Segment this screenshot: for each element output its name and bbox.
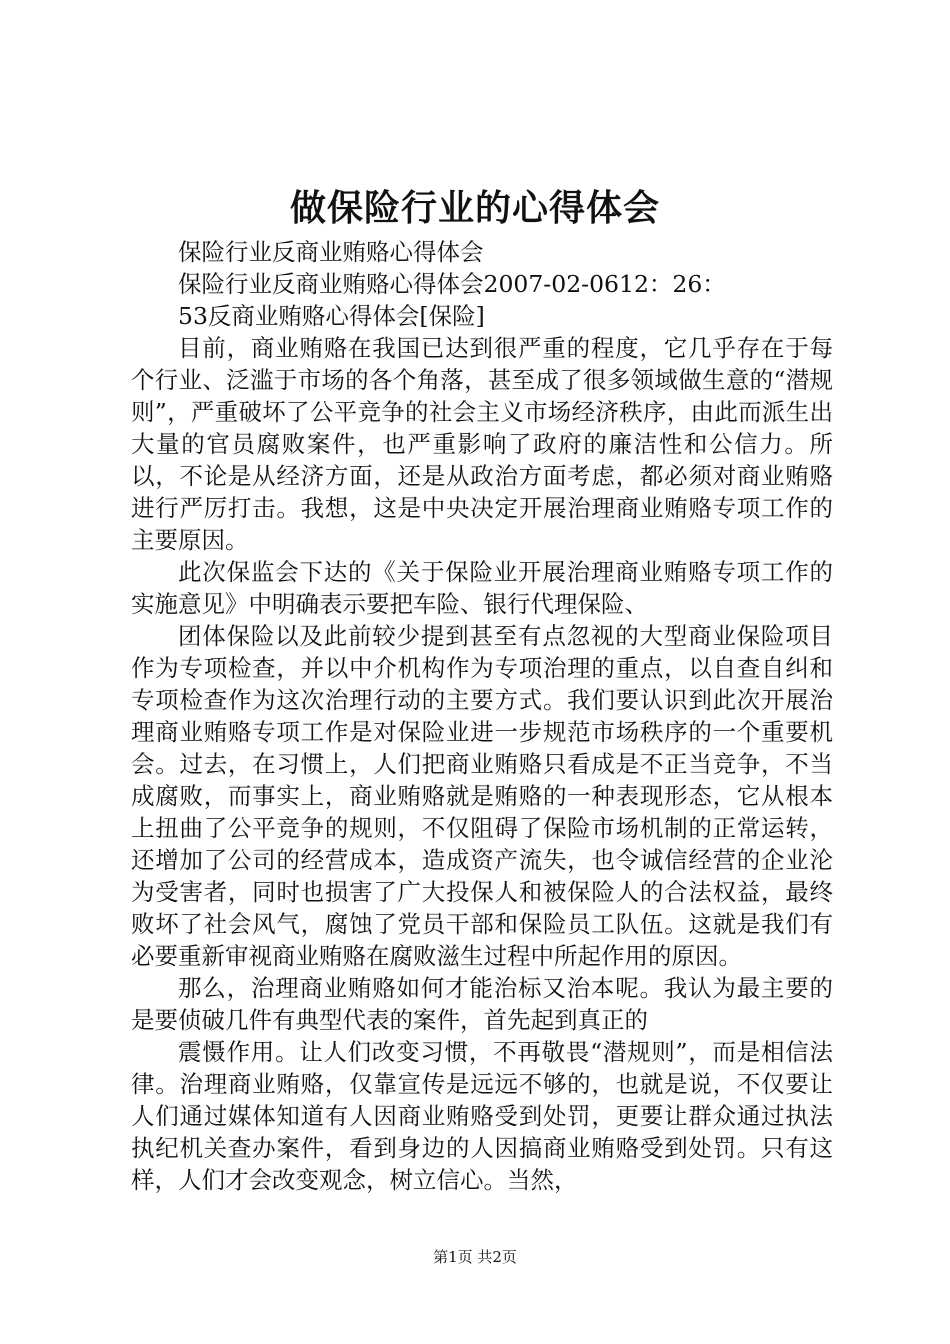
page-number-footer: 第1页 共2页 — [433, 1248, 517, 1266]
paragraph-source-tag: 53反商业贿赂心得体会[保险] — [178, 302, 485, 330]
document-title: 做保险行业的心得体会 — [289, 188, 660, 229]
paragraph: 此次保监会下达的《关于保险业开展治理商业贿赂专项工作的实施意见》中明确表示要把车险、银行代理保险、 — [131, 558, 833, 618]
paragraph-subtitle: 保险行业反商业贿赂心得体会 — [178, 238, 484, 266]
paragraph: 震慑作用。让人们改变习惯，不再敬畏“潜规则”，而是相信法律。治理商业贿赂，仅靠宣传是远远不够的，也就是说，不仅要让人们通过媒体知道有人因商业贿赂受到处罚，更要让群众通过执法执纪机关查办案件，看到身边的人因搞商业贿赂受到处罚。只有这样，人们才会改变观念，树立信心。当然， — [131, 1038, 833, 1194]
paragraph: 目前，商业贿赂在我国已达到很严重的程度，它几乎存在于每个行业、泛滥于市场的各个角落，甚至成了很多领域做生意的“潜规则”，严重破坏了公平竞争的社会主义市场经济秩序，由此而派生出大量的官员腐败案件，也严重影响了政府的廉洁性和公信力。所以，不论是从经济方面，还是从政治方面考虑，都必须对商业贿赂进行严厉打击。我想，这是中央决定开展治理商业贿赂专项工作的主要原因。 — [131, 334, 833, 554]
paragraph: 团体保险以及此前较少提到甚至有点忽视的大型商业保险项目作为专项检查，并以中介机构作为专项治理的重点，以自查自纠和专项检查作为这次治理行动的主要方式。我们要认识到此次开展治理商业贿赂专项工作是对保险业进一步规范市场秩序的一个重要机会。过去，在习惯上，人们把商业贿赂只看成是不正当竞争，不当成腐败，而事实上，商业贿赂就是贿赂的一种表现形态，它从根本上扭曲了公平竞争的规则，不仅阻碍了保险市场机制的正常运转，还增加了公司的经营成本，造成资产流失，也令诚信经营的企业沦为受害者，同时也损害了广大投保人和被保险人的合法权益，最终败坏了社会风气，腐蚀了党员干部和保险员工队伍。这就是我们有必要重新审视商业贿赂在腐败滋生过程中所起作用的原因。 — [131, 622, 833, 970]
paragraph-source-line: 保险行业反商业贿赂心得体会2007-02-0612：26： — [178, 270, 726, 298]
paragraph: 那么，治理商业贿赂如何才能治标又治本呢。我认为最主要的是要侦破几件有典型代表的案件，首先起到真正的 — [131, 974, 833, 1034]
document-body — [131, 236, 833, 1196]
